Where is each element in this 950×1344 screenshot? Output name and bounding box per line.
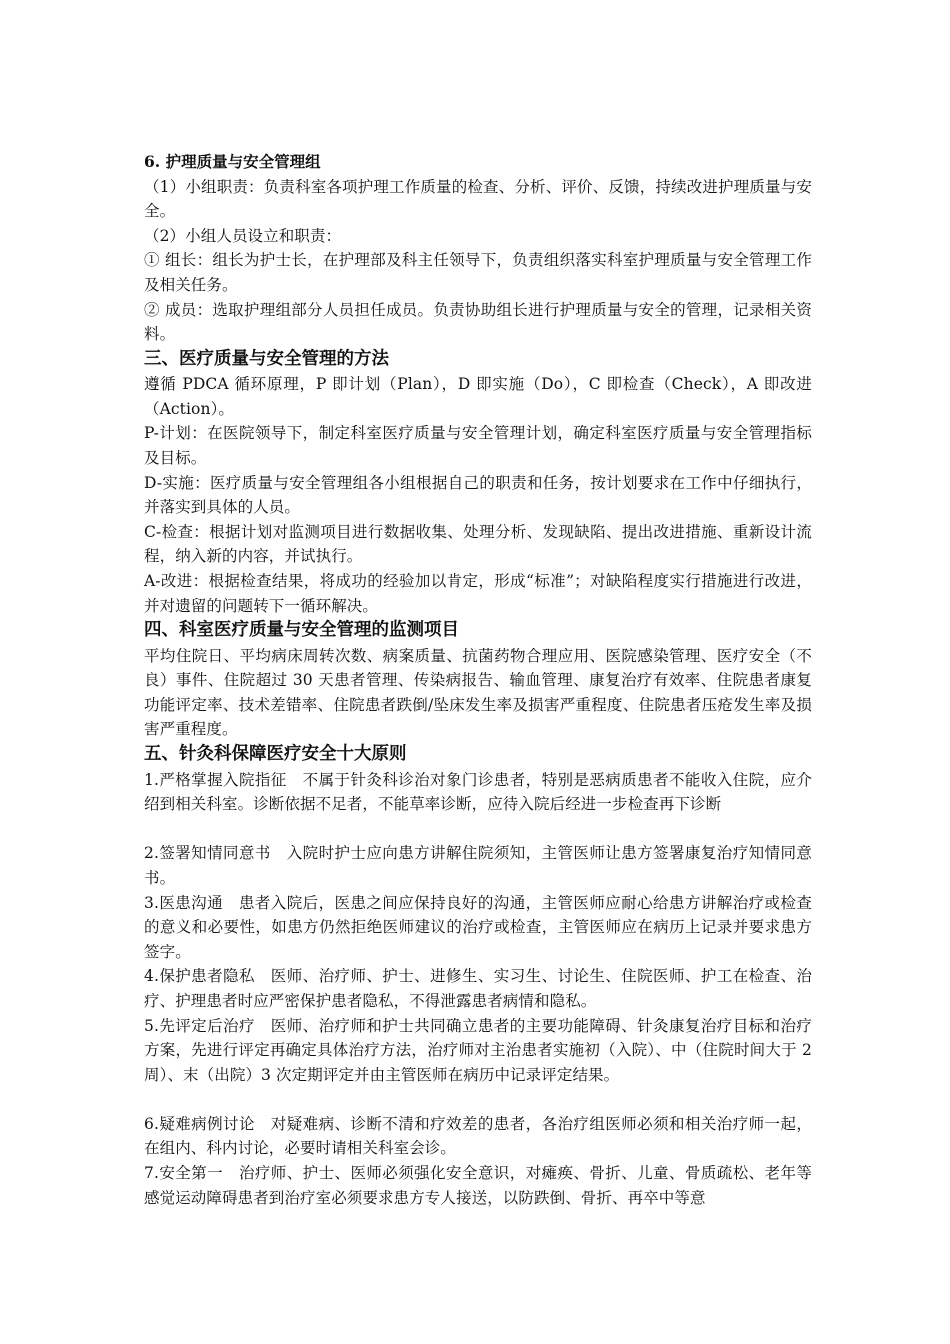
paragraph: （1）小组职责：负责科室各项护理工作质量的检查、分析、评价、反馈，持续改进护理质量与安全。 xyxy=(144,177,812,221)
document-page xyxy=(144,150,812,1210)
paragraph: P-计划：在医院领导下，制定科室医疗质量与安全管理计划，确定科室医疗质量与安全管理指标及目标。 xyxy=(144,424,812,468)
paragraph: （2）小组人员设立和职责： xyxy=(144,226,342,245)
paragraph: C-检查：根据计划对监测项目进行数据收集、处理分析、发现缺陷、提出改进措施、重新设计流程，纳入新的内容，并试执行。 xyxy=(144,522,812,566)
section-title: 五、针灸科保障医疗安全十大原则 xyxy=(144,744,407,765)
paragraph: 平均住院日、平均病床周转次数、病案质量、抗菌药物合理应用、医院感染管理、医疗安全（不良）事件、住院超过 30 天患者管理、传染病报告、输血管理、康复治疗有效率、住院患者康复功能评定率、技术差错率、住院患者跌倒/坠床发生率及损害严重程度、住院患者压疮发生率及损害严重程度。 xyxy=(144,646,812,739)
paragraph: ② 成员：选取护理组部分人员担任成员。负责协助组长进行护理质量与安全的管理，记录相关资料。 xyxy=(144,300,812,344)
principle-paragraph: 2.签署知情同意书 入院时护士应向患方讲解住院须知，主管医师让患方签署康复治疗知情同意书。 xyxy=(144,844,812,887)
principle-paragraph: 6.疑难病例讨论 对疑难病、诊断不清和疗效差的患者，各治疗组医师必须和相关治疗师一起，在组内、科内讨论，必要时请相关科室会诊。 xyxy=(144,1114,812,1158)
paragraph: 遵循 PDCA 循环原理，P 即计划（Plan），D 即实施（Do），C 即检查（Check），A 即改进（Action）。 xyxy=(144,375,812,418)
paragraph: ① 组长：组长为护士长，在护理部及科主任领导下，负责组织落实科室护理质量与安全管理工作及相关任务。 xyxy=(144,251,812,294)
subsection-title: 6. 护理质量与安全管理组 xyxy=(144,152,321,171)
blank-line xyxy=(144,817,812,842)
paragraph: D-实施：医疗质量与安全管理组各小组根据自己的职责和任务，按计划要求在工作中仔细执行，并落实到具体的人员。 xyxy=(144,473,812,517)
principle-paragraph: 7.安全第一 治疗师、护士、医师必须强化安全意识，对瘫痪、骨折、儿童、骨质疏松、老年等感觉运动障碍患者到治疗室必须要求患方专人接送，以防跌倒、骨折、再卒中等意 xyxy=(144,1164,812,1207)
principle-paragraph: 1.严格掌握入院指征 不属于针灸科诊治对象门诊患者，特别是恶病质患者不能收入住院，应介绍到相关科室。诊断依据不足者，不能草率诊断，应待入院后经进一步检查再下诊断 xyxy=(144,770,812,814)
section-title: 四、科室医疗质量与安全管理的监测项目 xyxy=(144,620,459,641)
blank-line xyxy=(144,1087,812,1112)
paragraph: A-改进：根据检查结果，将成功的经验加以肯定，形成“标准”；对缺陷程度实行措施进行改进，并对遗留的问题转下一循环解决。 xyxy=(144,572,812,615)
principle-paragraph: 3.医患沟通 患者入院后，医患之间应保持良好的沟通，主管医师应耐心给患方讲解治疗或检查的意义和必要性，如患方仍然拒绝医师建议的治疗或检查，主管医师应在病历上记录并要求患方签字。 xyxy=(144,893,812,961)
section-title: 三、医疗质量与安全管理的方法 xyxy=(144,348,389,369)
principle-paragraph: 4.保护患者隐私 医师、治疗师、护士、进修生、实习生、讨论生、住院医师、护工在检查、治疗、护理患者时应严密保护患者隐私，不得泄露患者病情和隐私。 xyxy=(144,967,812,1010)
principle-paragraph: 5.先评定后治疗 医师、治疗师和护士共同确立患者的主要功能障碍、针灸康复治疗目标和治疗方案，先进行评定再确定具体治疗方法，治疗师对主治患者实施初（入院）、中（住院时间大于 2 周）、末（出院）3 次定期评定并由主管医师在病历中记录评定结果。 xyxy=(144,1016,812,1084)
